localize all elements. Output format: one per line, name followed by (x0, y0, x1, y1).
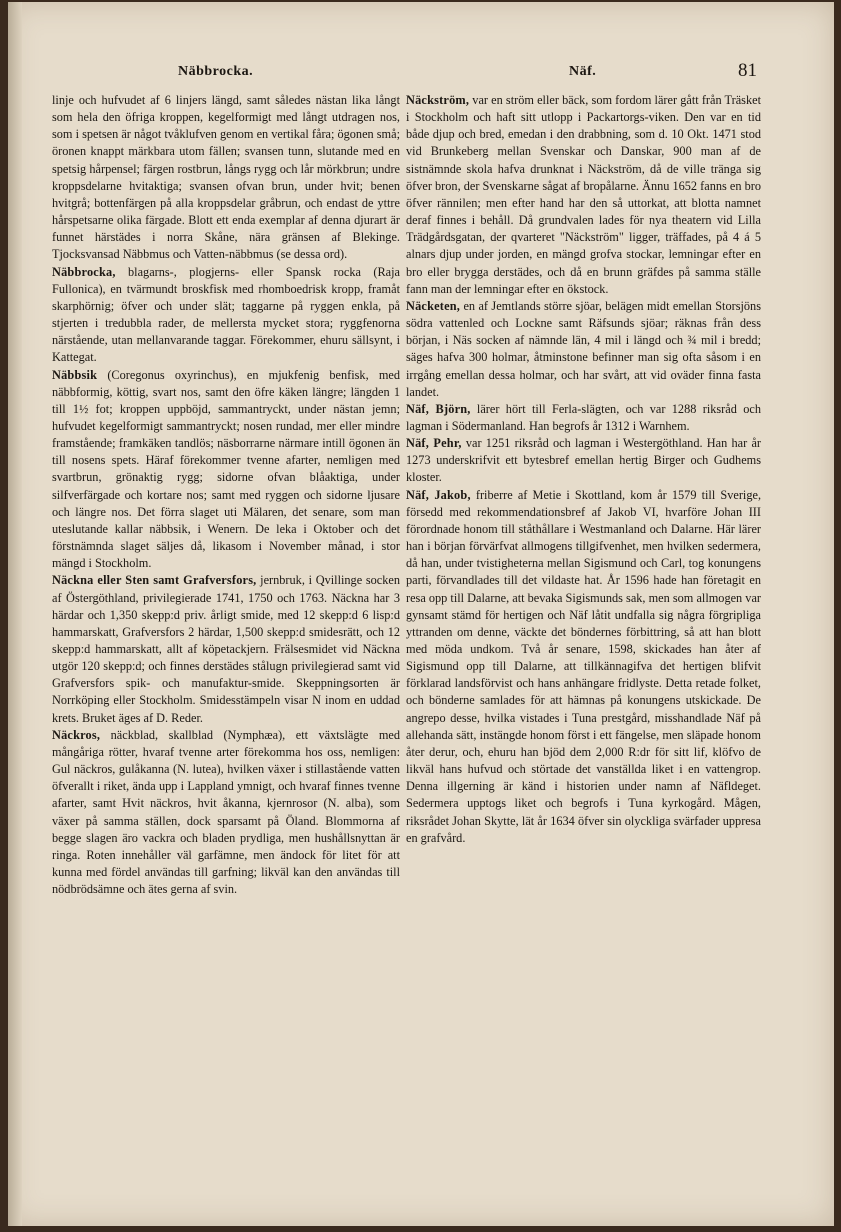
entry-text: lärer hört till Ferla-slägten, och var 1288 riksråd och lagman i Södermanland. Han begrofs år 1312 i Warnhem. (406, 401, 761, 433)
page-number: 81 (738, 60, 757, 81)
entry-text: linje och hufvudet af 6 linjers längd, samt således nästan lika långt som hela den öfriga kroppen, kegelformigt med långt utdragen nos, som i spetsen är något tvåklufven genom en vertikal fåra; ögonen små; öronen knappt märkbara utom fällen; svansen tunn, slutande med en spetsig hårpensel; färgen rostbrun, långs rygg och lår mörkbrun; undre kroppsdelarne hvitaktiga; svansen ofvan brun, under hvit; benen hvitgrå; bottenfärgen på alla kroppsdelar gråbrun, och endast de yttre hårspetsarne olika färgade. Blott ett enda exemplar af denna djurart är funnet härstädes i norra Skåne, nära gränsen af Blekinge. Tjocksvansad Näbbmus och Vatten-näbbmus (se dessa ord). (52, 93, 400, 262)
entry-text: friberre af Metie i Skottland, kom år 1579 till Sverige, försedd med rekommendationsbref af Jakob VI, hvarföre Johan III förordnade honom till ståthållare i Westmanland och Dalarne. Här lärer han i början förvärfvat allmogens tillgifvenhet, men hvilken sedermera, då han, under tvistigheterna mellan Sigismund och Carl, tog konungens parti, förvandlades till det vildaste hat. År 1596 hade han företagit en resa opp till Dalarne, att bevaka Sigismunds sak, men som allmogen var gynsamt stämd för hertigen och Näf låtit undfalla sig några förgripliga yttranden om denne, väckte det böndernes förbittring, så att han blott med möda undkom. Två år senare, 1598, skickades han åter af Sigismund opp till Dalarne, att tillkännagifva det hertigen blifvit förklarad landsförvist och hans anhängare fridlyste. Detta retade folket, och bönderne samlades för att hämnas på konungens utskickade. De angrepo desse, hvilka vistades i Tuna prestgård, misshandlade Näf på allehanda sätt, instängde honom först i ett fängelse, men släpade honom åter derur, och, ehuru han bjöd dem 2,000 R:dr för sitt lif, klöfvo de likväl hans hufvud och störtade det vanställda liket i en vattengrop. Denna illgerning är känd i historien under namn af Näfldeget. Sedermera upptogs liket och begrofs i Tuna kyrkogård. Mågen, riksrådet Johan Skytte, lät år 1634 öfver sin olyckliga svärfader uppresa en grafvård. (406, 487, 762, 845)
entry-headword: Näf, Pehr, (406, 436, 462, 451)
entry-headword: Näf, Jakob, (406, 487, 471, 502)
right-column (406, 92, 761, 847)
entry-headword: Näckna eller Sten samt Grafversfors, (52, 573, 257, 588)
entry-text: en af Jemtlands större sjöar, belägen midt emellan Storsjöns södra vattenled och Lockne samt Räfsunds sjöar; räknas från dess början, i Näs socken af nämnde län, 4 mil i längd och ¾ mil i bredd; säges hafva 300 holmar, åtminstone befinner man sig ofta såsom i en irrgång emellan dessa holmar, och har svårt, att vid oväder finna fasta landet. (406, 298, 761, 399)
entry-headword: Näckström, (406, 93, 470, 107)
entry-text: blagarns-, plogjerns- eller Spansk rocka (Raja Fullonica), en tvärmundt broskfisk med rhomboedrisk kropp, framåt skarphörnig; öfver och under slät; taggarne på ryggen enkla, på stjerten i tredubbla rader, de mellersta mycket stora; ryggfenorna närstående, utan mellanvarande taggar. Förekommer, ehuru sällsynt, i Kattegat. (52, 264, 400, 365)
entry-headword: Näbbsik (52, 367, 98, 382)
book-page (8, 2, 834, 1226)
entry (52, 727, 400, 899)
entry (52, 264, 400, 367)
entry-text: var 1251 riksråd och lagman i Westergöthland. Han har år 1273 underskrifvit ett bytesbref emellan hertig Birger och Gudhems kloster. (406, 436, 761, 485)
entry-text: (Coregonus oxyrinchus), en mjukfenig benfisk, med näbbformig, köttig, svart nos, samt den öfre käken längre; längden 1 till 1½ fot; kroppen uppböjd, sammantryckt, under nästan jemn; hufvudet kegelformigt sammantryckt; nosen rundad, mer eller mindre framstående; framkäken tandlös; näsborrarne närmare intill ögonen än till nosens spets. Häraf förekommer tvenne afarter, nemligen med svartbrun, grönaktig rygg; sidorne ofvan blåaktiga, under silfverfärgade och kortare nos; samt med ryggen och sidorne ljusare och längre nos. Det förra slaget uti Mälaren, det senare, som man uteslutande kallar näbbsik, i Wenern. De leka i Oktober och det förstnämnda slaget säljes då, likasom i November månad, i stor mängd i Stockholm. (52, 367, 400, 571)
entry (406, 92, 761, 298)
page-gutter (8, 2, 22, 1226)
entry (52, 367, 400, 573)
entry (52, 92, 400, 264)
entry (406, 401, 761, 435)
entry-text: jernbruk, i Qvillinge socken af Östergöthland, privilegierade 1741, 1750 och 1763. Näckna har 3 härdar och 1,350 skepp:d priv. årligt smide, med 12 skepp:d 6 lisp:d hammarskatt, Grafversfors 2 härdar, 1,500 skepp:d smidesrätt, och 12 skepp:d hammarskatt, allt af köpetackjern. Frälsesmidet vid Näckna utgör 120 skepp:d; och finnes derstädes stålugn privilegierad samt vid Grafversfors spik- och manufaktur-smide. Skeppningsorten är Norrköping eller Stockholm. Smidesstämpeln visar N inom en uddad krets. Bruket äges af D. Reder. (52, 573, 400, 725)
entry (406, 435, 761, 486)
entry-headword: Näf, Björn, (406, 401, 471, 416)
entry (406, 298, 761, 401)
left-column (52, 92, 400, 898)
entry-headword: Näckros, (52, 727, 101, 742)
entry (406, 487, 761, 847)
entry-headword: Näcketen, (406, 298, 461, 313)
running-head-right: Näf. (569, 64, 597, 79)
entry-text: näckblad, skallblad (Nymphæa), ett växtslägte med mångåriga rötter, hvaraf tvenne arter förekomma hos oss, nemligen: Gul näckros, gulåkanna (N. lutea), hvilken växer i stillastående vatten öfverallt i riket, ända upp i Lappland ymnigt, och hvaraf finnes tvenne afarter, samt Hvit näckros, hvit åkanna, kjernrosor (N. alba), som växer på samma ställen, dock sparsamt på Öland. Blommorna af begge slagen äro vackra och bladen prydliga, men hushållsnyttan är ringa. Roten innehåller väl garfämne, men ändock för litet för att kunna med fördel användas till garfning; likväl kan den användas till nödbrödsämne och ätes gerna af svin. (52, 727, 400, 897)
entry-text: var en ström eller bäck, som fordom lärer gått från Träsket i Stockholm och haft sitt utlopp i Packartorgs-viken. Den var en tid både djup och bred, emedan i den drabbning, som d. 10 Okt. 1471 stod vid Brunkeberg mellan Svenskar och Danskar, 900 man af de sistnämnde skola hafva drunknat i Näckström, då de ville tränga sig öfver bron, der Svenskarne sågat af bropålarne. Ännu 1652 fanns en bro öfver rännilen; men efter hand har den så uttorkat, att blotta namnet deraf finnes i behåll. Då grundvalen lades för nya theatern vid Lilla Trädgårdsgatan, der qvarteret "Näckström" ligger, träffades, på 4 á 5 alnars djup under jorden, en mängd grofva stockar, lemningar efter en bro eller brygga derstädes, och då en brunn gräfdes på samma ställe fann man der lemningar efter en ökstock. (406, 93, 761, 296)
running-head-left: Näbbrocka. (178, 64, 254, 79)
entry-headword: Näbbrocka, (52, 264, 116, 279)
entry (52, 572, 400, 726)
